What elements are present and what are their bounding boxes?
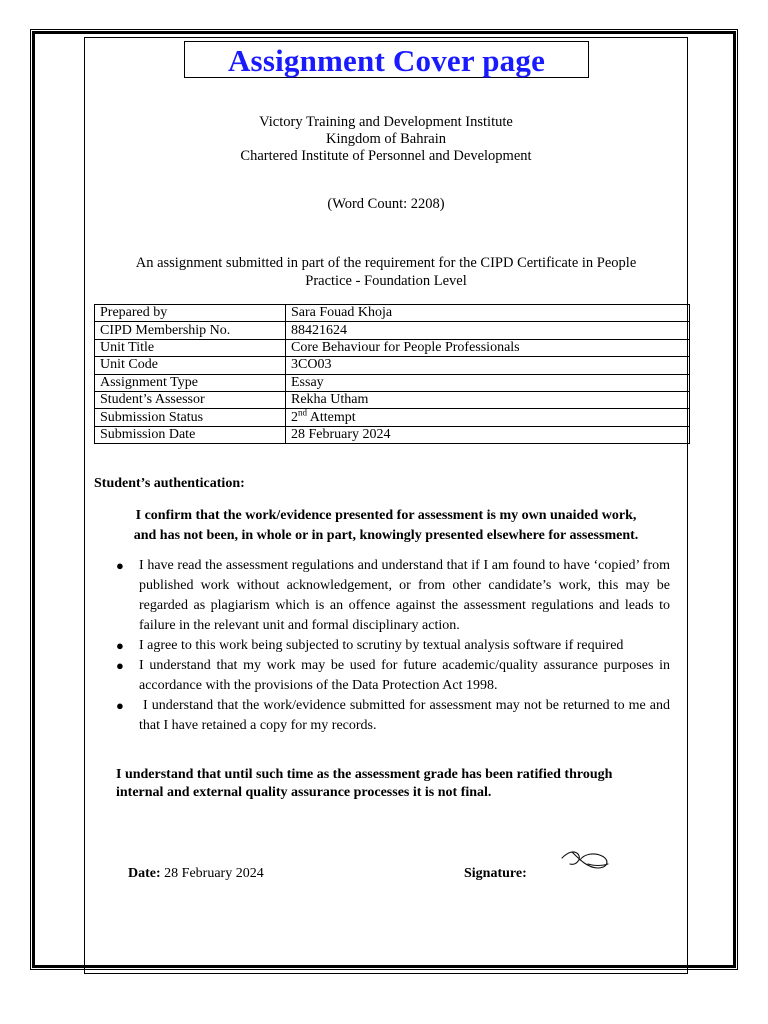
row-value: 88421624 [286, 322, 690, 339]
details-table [94, 304, 690, 444]
institute-name: Victory Training and Development Institute [259, 114, 513, 130]
list-item-text: I understand that the work/evidence submitted for assessment may not be returned to me and that I have retained a copy for my records. [139, 698, 674, 733]
row-label: Prepared by [95, 305, 286, 322]
row-value: Rekha Utham [286, 391, 690, 408]
row-label: Assignment Type [95, 374, 286, 391]
row-value: Sara Fouad Khoja [286, 305, 690, 322]
final-statement [116, 766, 672, 802]
table-row [95, 339, 690, 356]
list-item [114, 636, 670, 656]
table-row [95, 322, 690, 339]
date-label: Date: [128, 866, 161, 881]
row-label: Unit Code [95, 357, 286, 374]
list-item [114, 556, 670, 636]
table-row [95, 426, 690, 443]
row-label: CIPD Membership No. [95, 322, 286, 339]
row-label: Student’s Assessor [95, 391, 286, 408]
attempt-text: Attempt [307, 409, 356, 425]
row-label: Unit Title [95, 339, 286, 356]
signature-label: Signature: [464, 866, 527, 881]
handwritten-signature-icon [558, 844, 614, 876]
row-value [286, 406, 690, 426]
row-value: Core Behaviour for People Professionals [286, 339, 690, 356]
submission-statement-line2: Practice - Foundation Level [305, 273, 467, 289]
authentication-bullet-list [114, 556, 674, 736]
institute-country: Kingdom of Bahrain [325, 131, 446, 147]
submission-statement-line1: An assignment submitted in part of the requirement for the CIPD Certificate in People [135, 255, 637, 271]
row-label: Submission Date [95, 426, 286, 443]
table-row [95, 305, 690, 322]
row-label: Submission Status [95, 409, 286, 426]
date-field [128, 866, 264, 882]
final-statement-line2: internal and external quality assurance processes it is not final. [116, 785, 492, 800]
bullet-icon: ● [116, 558, 124, 573]
title-box [184, 41, 589, 78]
table-row [95, 391, 690, 408]
authentication-heading: Student’s authentication: [94, 476, 245, 491]
row-value: 3CO03 [286, 357, 690, 374]
table-row [95, 374, 690, 391]
authentication-confirmation [100, 506, 672, 546]
row-value: Essay [286, 374, 690, 391]
list-item-text: I have read the assessment regulations and understand that if I am found to have ‘copied’ from published work without acknowledgement, or from other candidate’s work, this may be regarded as plagiarism which is an offence against the assessment regulations and leads to failure in the relevant unit and formal disciplinary action. [139, 558, 670, 633]
confirmation-line1: I confirm that the work/evidence presented for assessment is my own unaided work, [135, 508, 637, 523]
institute-body: Chartered Institute of Personnel and Development [240, 148, 532, 164]
list-item [114, 656, 670, 696]
confirmation-line2: and has not been, in whole or in part, knowingly presented elsewhere for assessment. [133, 528, 639, 543]
bullet-icon: ● [116, 638, 124, 653]
bullet-icon: ● [116, 698, 124, 713]
bullet-icon: ● [116, 658, 124, 673]
attempt-number: 2 [291, 409, 298, 425]
final-statement-line1: I understand that until such time as the assessment grade has been ratified through [116, 767, 613, 782]
row-value: 28 February 2024 [286, 426, 690, 443]
list-item [114, 696, 674, 736]
table-row [95, 409, 690, 426]
date-value: 28 February 2024 [160, 866, 264, 881]
list-item-text: I agree to this work being subjected to scrutiny by textual analysis software if required [139, 638, 624, 653]
word-count: (Word Count: 2208) [327, 196, 445, 212]
attempt-ordinal: nd [298, 406, 307, 417]
list-item-text: I understand that my work may be used for future academic/quality assurance purposes in accordance with the provisions of the Data Protection Act 1998. [139, 658, 670, 693]
page-title: Assignment Cover page [227, 43, 546, 78]
table-row [95, 357, 690, 374]
